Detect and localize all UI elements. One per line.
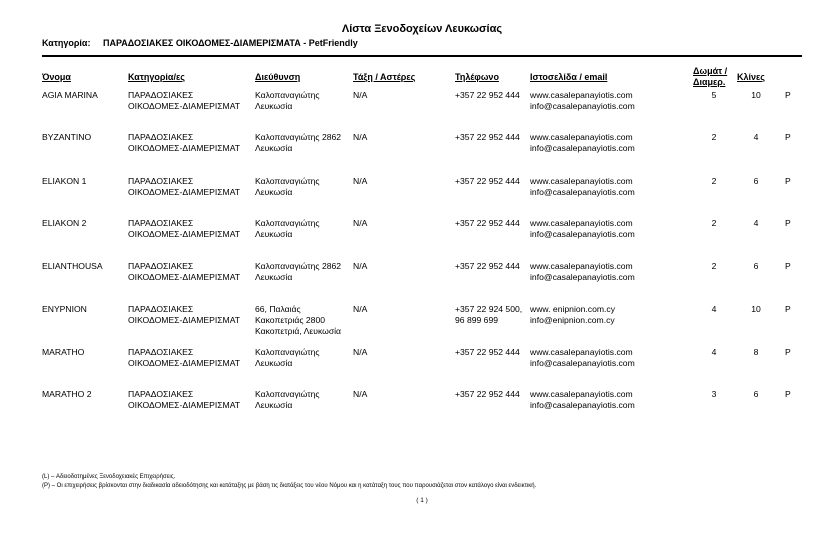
address-text: Καλοπαναγιώτης 2862 — [255, 261, 342, 271]
name-cell — [42, 261, 103, 272]
table-row — [0, 389, 816, 429]
phone-text: +357 22 952 444 — [455, 218, 520, 228]
address-cell — [255, 261, 341, 283]
beds-cell — [745, 218, 767, 229]
beds-text: 6 — [753, 389, 759, 399]
address-cell — [255, 132, 341, 154]
rooms-text: 2 — [711, 218, 717, 228]
beds-cell — [745, 347, 767, 358]
flag-cell — [785, 132, 791, 143]
name-cell — [42, 132, 91, 143]
category-cell — [128, 304, 240, 326]
beds-text: 6 — [753, 261, 759, 271]
table-row — [0, 176, 816, 216]
name-text: ELIAKON 1 — [42, 176, 87, 186]
phone-cell — [455, 347, 520, 358]
address-text: Λευκωσία — [255, 187, 293, 197]
phone-cell — [455, 132, 520, 143]
category-text: ΠΑΡΑΔΟΣΙΑΚΕΣ — [128, 347, 194, 357]
rooms-cell — [700, 132, 728, 143]
class-text: N/A — [353, 90, 368, 100]
rooms-cell — [700, 304, 728, 315]
website-cell — [530, 389, 635, 411]
beds-text: 8 — [753, 347, 759, 357]
flag-cell — [785, 90, 791, 101]
website-cell — [530, 218, 635, 240]
beds-text: 4 — [753, 132, 759, 142]
name-cell — [42, 218, 86, 229]
address-cell — [255, 176, 320, 198]
address-text: Λευκωσία — [255, 272, 293, 282]
header-address: Διεύθυνση — [255, 72, 301, 82]
website-cell — [530, 304, 615, 326]
rooms-cell — [700, 176, 728, 187]
header-beds: Κλίνες — [737, 72, 765, 82]
phone-cell — [455, 90, 520, 101]
rooms-text: 2 — [711, 261, 717, 271]
rooms-cell — [700, 90, 728, 101]
category-text: ΠΑΡΑΔΟΣΙΑΚΕΣ — [128, 218, 194, 228]
website-text: www.casalepanayiotis.com — [530, 90, 633, 100]
header-rooms — [693, 66, 727, 88]
flag-cell — [785, 261, 791, 272]
document-title: Λίστα Ξενοδοχείων Λευκωσίας — [341, 23, 503, 35]
website-cell — [530, 176, 635, 198]
flag-text: P — [785, 218, 791, 228]
address-cell — [255, 304, 341, 337]
name-cell — [42, 389, 92, 400]
website-cell — [530, 261, 635, 283]
flag-cell — [785, 347, 791, 358]
category-text: ΟΙΚΟΔΟΜΕΣ-ΔΙΑΜΕΡΙΣΜΑΤ — [128, 358, 241, 368]
category-cell — [128, 389, 240, 411]
header-rule — [42, 55, 802, 57]
address-text: Λευκωσία — [255, 400, 293, 410]
class-text: N/A — [353, 176, 368, 186]
footnote-p: (P) – Οι επιχειρήσεις βρίσκονται στην διαδικασία αδειοδότησης και κατάταξης με βάση τις διατάξεις του νέου Νόμου και η κατάταξη τους που παρουσιάζεται στον κατάλογο είναι ενδεικτική. — [42, 483, 537, 489]
name-cell — [42, 176, 86, 187]
phone-text: +357 22 952 444 — [455, 176, 520, 186]
phone-cell — [455, 261, 520, 272]
beds-cell — [745, 304, 767, 315]
address-text: Καλοπαναγιώτης — [255, 389, 320, 399]
class-cell — [353, 304, 367, 315]
class-text: N/A — [353, 261, 368, 271]
beds-cell — [745, 176, 767, 187]
flag-cell — [785, 176, 791, 187]
address-cell — [255, 218, 320, 240]
footnote-l: (L) – Αδειοδοτημένες Ξενοδοχειακές Επιχειρήσεις. — [42, 474, 176, 480]
website-text: www.casalepanayiotis.com — [530, 389, 633, 399]
category-text: ΟΙΚΟΔΟΜΕΣ-ΔΙΑΜΕΡΙΣΜΑΤ — [128, 143, 241, 153]
category-text: ΠΑΡΑΔΟΣΙΑΚΕΣ — [128, 176, 194, 186]
phone-cell — [455, 176, 520, 187]
name-text: MARATHO 2 — [42, 389, 92, 399]
category-text: ΟΙΚΟΔΟΜΕΣ-ΔΙΑΜΕΡΙΣΜΑΤ — [128, 315, 241, 325]
flag-text: P — [785, 90, 791, 100]
category-value: ΠΑΡΑΔΟΣΙΑΚΕΣ ΟΙΚΟΔΟΜΕΣ-ΔΙΑΜΕΡΙΣΜΑΤΑ - PetFriendly — [102, 38, 358, 48]
beds-text: 10 — [751, 304, 761, 314]
rooms-text: 4 — [711, 347, 717, 357]
website-text: www.casalepanayiotis.com — [530, 176, 633, 186]
beds-cell — [745, 132, 767, 143]
phone-text: +357 22 952 444 — [455, 90, 520, 100]
website-text: www.casalepanayiotis.com — [530, 347, 633, 357]
phone-text: +357 22 952 444 — [455, 389, 520, 399]
name-text: ELIANTHOUSA — [42, 261, 103, 271]
address-text: Καλοπαναγιώτης 2862 — [255, 132, 342, 142]
website-text: info@casalepanayiotis.com — [530, 400, 635, 410]
table-row — [0, 261, 816, 301]
website-text: info@casalepanayiotis.com — [530, 143, 635, 153]
beds-text: 6 — [753, 176, 759, 186]
name-text: ENYPNION — [42, 304, 87, 314]
category-text: ΠΑΡΑΔΟΣΙΑΚΕΣ — [128, 389, 194, 399]
rooms-cell — [700, 218, 728, 229]
beds-text: 4 — [753, 218, 759, 228]
category-cell — [128, 218, 240, 240]
name-text: AGIA MARINA — [42, 90, 98, 100]
website-text: info@casalepanayiotis.com — [530, 101, 635, 111]
address-cell — [255, 90, 320, 112]
class-text: N/A — [353, 389, 368, 399]
address-text: 66, Παλαιάς — [255, 304, 301, 314]
name-cell — [42, 347, 84, 358]
class-text: N/A — [353, 347, 368, 357]
rooms-cell — [700, 347, 728, 358]
header-rooms-line1: Δωμάτ / — [693, 66, 728, 76]
flag-text: P — [785, 304, 791, 314]
phone-text: 96 899 699 — [455, 315, 499, 325]
website-cell — [530, 90, 635, 112]
phone-text: +357 22 952 444 — [455, 261, 520, 271]
page-number: ( 1 ) — [416, 497, 428, 504]
phone-cell — [455, 389, 520, 400]
address-text: Λευκωσία — [255, 143, 293, 153]
rooms-text: 5 — [711, 90, 717, 100]
website-text: info@casalepanayiotis.com — [530, 187, 635, 197]
name-text: MARATHO — [42, 347, 85, 357]
flag-cell — [785, 389, 791, 400]
rooms-cell — [700, 261, 728, 272]
phone-text: +357 22 952 444 — [455, 347, 520, 357]
rooms-text: 2 — [711, 176, 717, 186]
category-label: Κατηγορία: — [42, 38, 91, 48]
beds-cell — [745, 389, 767, 400]
class-text: N/A — [353, 132, 368, 142]
address-cell — [255, 389, 320, 411]
category-text: ΟΙΚΟΔΟΜΕΣ-ΔΙΑΜΕΡΙΣΜΑΤ — [128, 229, 241, 239]
class-cell — [353, 90, 367, 101]
rooms-cell — [700, 389, 728, 400]
class-cell — [353, 347, 367, 358]
header-name: Όνομα — [42, 72, 71, 82]
table-row — [0, 218, 816, 258]
beds-text: 10 — [751, 90, 761, 100]
header-class: Τάξη / Αστέρες — [353, 72, 416, 82]
header-category: Κατηγορία/ες — [128, 72, 185, 82]
class-cell — [353, 176, 367, 187]
phone-text: +357 22 952 444 — [455, 132, 520, 142]
category-text: ΠΑΡΑΔΟΣΙΑΚΕΣ — [128, 90, 194, 100]
address-text: Καλοπαναγιώτης — [255, 218, 320, 228]
website-cell — [530, 132, 635, 154]
flag-cell — [785, 304, 791, 315]
address-text: Λευκωσία — [255, 229, 293, 239]
phone-text: +357 22 924 500, — [455, 304, 523, 314]
category-text: ΠΑΡΑΔΟΣΙΑΚΕΣ — [128, 261, 194, 271]
category-cell — [128, 176, 240, 198]
class-text: N/A — [353, 304, 368, 314]
name-text: BYZANTINO — [42, 132, 92, 142]
category-text: ΠΑΡΑΔΟΣΙΑΚΕΣ — [128, 132, 194, 142]
address-text: Καλοπαναγιώτης — [255, 176, 320, 186]
class-cell — [353, 261, 367, 272]
rooms-text: 4 — [711, 304, 717, 314]
category-cell — [128, 261, 240, 283]
category-text: ΟΙΚΟΔΟΜΕΣ-ΔΙΑΜΕΡΙΣΜΑΤ — [128, 187, 241, 197]
website-text: www. enipnion.com.cy — [530, 304, 616, 314]
header-phone: Τηλέφωνο — [455, 72, 499, 82]
table-row — [0, 347, 816, 387]
name-cell — [42, 304, 87, 315]
category-text: ΟΙΚΟΔΟΜΕΣ-ΔΙΑΜΕΡΙΣΜΑΤ — [128, 400, 241, 410]
category-cell — [128, 132, 240, 154]
address-cell — [255, 347, 320, 369]
address-text: Καλοπαναγιώτης — [255, 347, 320, 357]
flag-text: P — [785, 347, 791, 357]
category-cell — [128, 90, 240, 112]
flag-cell — [785, 218, 791, 229]
category-cell — [128, 347, 240, 369]
website-text: info@enipnion.com.cy — [530, 315, 615, 325]
website-cell — [530, 347, 635, 369]
class-cell — [353, 389, 367, 400]
address-text: Λευκωσία — [255, 101, 293, 111]
category-text: ΟΙΚΟΔΟΜΕΣ-ΔΙΑΜΕΡΙΣΜΑΤ — [128, 272, 241, 282]
address-text: Λευκωσία — [255, 358, 293, 368]
header-website: Ιστοσελίδα / email — [530, 72, 608, 82]
phone-cell — [455, 304, 522, 326]
address-text: Καλοπαναγιώτης — [255, 90, 320, 100]
name-cell — [42, 90, 98, 101]
table-row — [0, 90, 816, 130]
table-row — [0, 132, 816, 172]
table-row — [0, 304, 816, 344]
website-text: www.casalepanayiotis.com — [530, 218, 633, 228]
address-text: Κακοπετριάς 2800 — [255, 315, 326, 325]
address-text: Κακοπετριά, Λευκωσία — [255, 326, 342, 336]
website-text: info@casalepanayiotis.com — [530, 229, 635, 239]
rooms-text: 3 — [711, 389, 717, 399]
flag-text: P — [785, 389, 791, 399]
website-text: info@casalepanayiotis.com — [530, 358, 635, 368]
website-text: www.casalepanayiotis.com — [530, 261, 633, 271]
website-text: www.casalepanayiotis.com — [530, 132, 633, 142]
beds-cell — [745, 261, 767, 272]
rooms-text: 2 — [711, 132, 717, 142]
category-text: ΟΙΚΟΔΟΜΕΣ-ΔΙΑΜΕΡΙΣΜΑΤ — [128, 101, 241, 111]
flag-text: P — [785, 176, 791, 186]
category-text: ΠΑΡΑΔΟΣΙΑΚΕΣ — [128, 304, 194, 314]
flag-text: P — [785, 132, 791, 142]
class-cell — [353, 218, 367, 229]
flag-text: P — [785, 261, 791, 271]
name-text: ELIAKON 2 — [42, 218, 87, 228]
phone-cell — [455, 218, 520, 229]
website-text: info@casalepanayiotis.com — [530, 272, 635, 282]
class-cell — [353, 132, 367, 143]
header-rooms-line2: Διαμερ. — [693, 77, 726, 87]
beds-cell — [745, 90, 767, 101]
class-text: N/A — [353, 218, 368, 228]
category-line — [42, 38, 358, 48]
